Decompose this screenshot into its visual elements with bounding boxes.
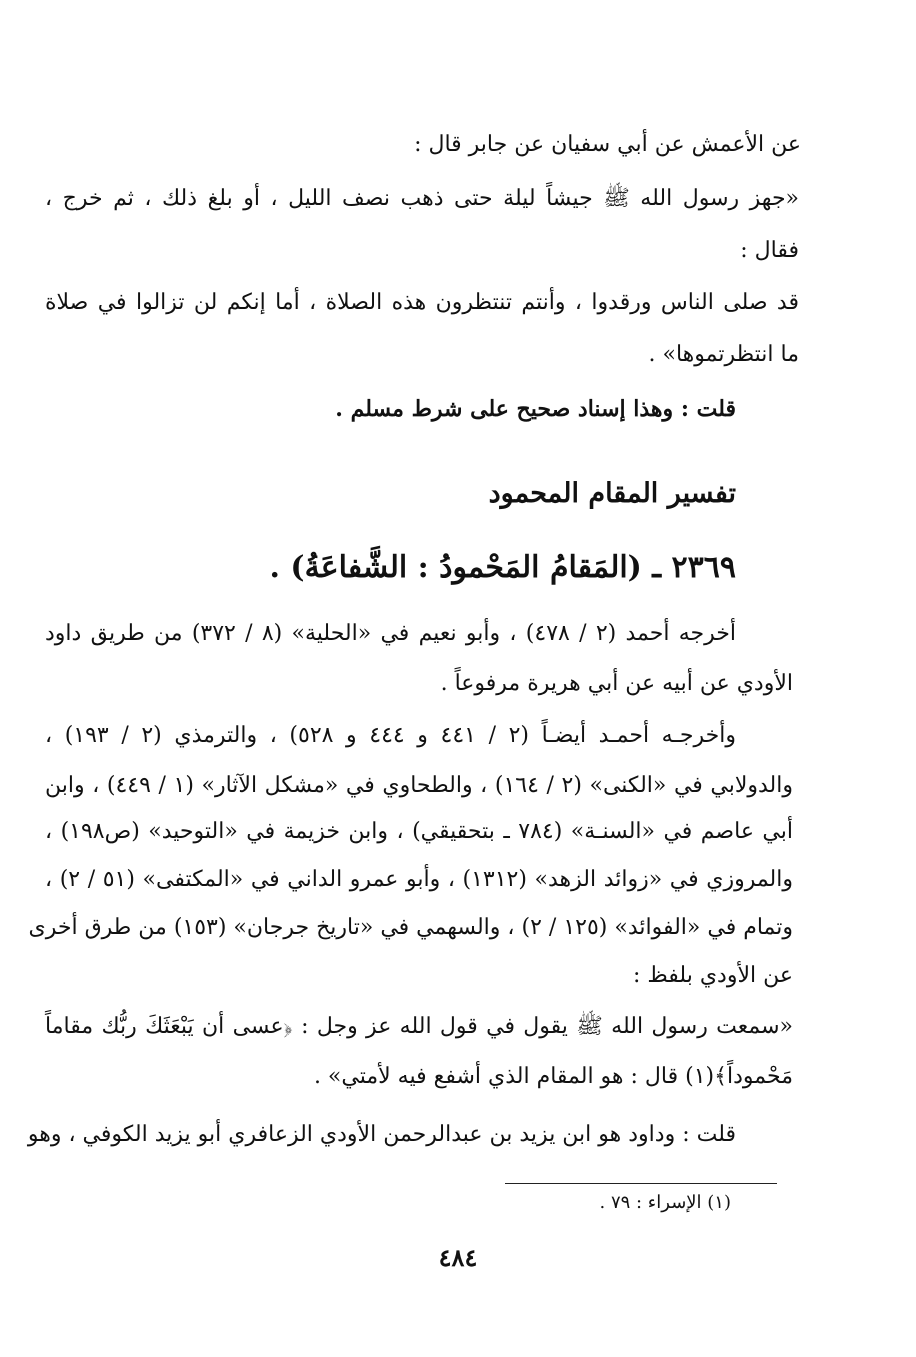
takhrij-line-4: والدولابي في «الكنى» (٢ / ١٦٤) ، والطحاوي في «مشكل الآثار» (١ / ٤٤٩) ، وابن	[45, 773, 793, 798]
takhrij-line-7: وتمام في «الفوائد» (١٢٥ / ٢) ، والسهمي في «تاريخ جرجان» (١٥٣) من طرق أخرى	[28, 915, 793, 940]
text-line-6: قلت : وهذا إسناد صحيح على شرط مسلم .	[335, 396, 736, 422]
takhrij-line-3: وأخرجـه أحمـد أيضـاً (٢ / ٤٤١ و ٤٤٤ و ٥٢٨) ، والترمذي (٢ / ١٩٣) ،	[45, 723, 736, 748]
text-line-3: فقال :	[740, 238, 799, 263]
text-line-1: عن الأعمش عن أبي سفيان عن جابر قال :	[414, 132, 801, 157]
text-line-5: ما انتظرتموها» .	[648, 342, 799, 367]
section-title: تفسير المقام المحمود	[488, 478, 736, 509]
comment-line: قلت : وداود هو ابن يزيد بن عبدالرحمن الأودي الزعافري أبو يزيد الكوفي ، وهو	[27, 1122, 736, 1147]
text-line-2: «جهز رسول الله ﷺ جيشاً ليلة حتى ذهب نصف الليل ، أو بلغ ذلك ، ثم خرج ،	[45, 186, 799, 211]
hadith-title: ٢٣٦٩ ـ (المَقامُ المَحْمودُ : الشَّفاعَةُ) .	[269, 550, 736, 585]
footnote: (١) الإسراء : ٧٩ .	[599, 1192, 731, 1213]
takhrij-line-6: والمروزي في «زوائد الزهد» (١٣١٢) ، وأبو عمرو الداني في «المكتفى» (٥١ / ٢) ،	[45, 867, 793, 892]
takhrij-line-2: الأودي عن أبيه عن أبي هريرة مرفوعاً .	[440, 671, 793, 696]
page-number: ٤٨٤	[438, 1243, 478, 1272]
takhrij-line-5: أبي عاصم في «السنـة» (٧٨٤ ـ بتحقيقي) ، وابن خزيمة في «التوحيد» (ص١٩٨) ،	[45, 819, 793, 844]
takhrij-line-8: عن الأودي بلفظ :	[633, 963, 793, 988]
quote-line-2: مَحْموداً﴾(١) قال : هو المقام الذي أشفع فيه لأمتي» .	[313, 1064, 793, 1089]
quote-line-1: «سمعت رسول الله ﷺ يقول في قول الله عز وجل : ﴿عسى أن يَبْعَثَكَ ربُّك مقاماً	[45, 1014, 793, 1039]
text-line-4: قد صلى الناس ورقدوا ، وأنتم تنتظرون هذه الصلاة ، أما إنكم لن تزالوا في صلاة	[45, 290, 799, 315]
takhrij-line-1: أخرجه أحمد (٢ / ٤٧٨) ، وأبو نعيم في «الحلية» (٨ / ٣٧٢) من طريق داود	[45, 621, 737, 646]
footnote-divider	[505, 1183, 777, 1184]
